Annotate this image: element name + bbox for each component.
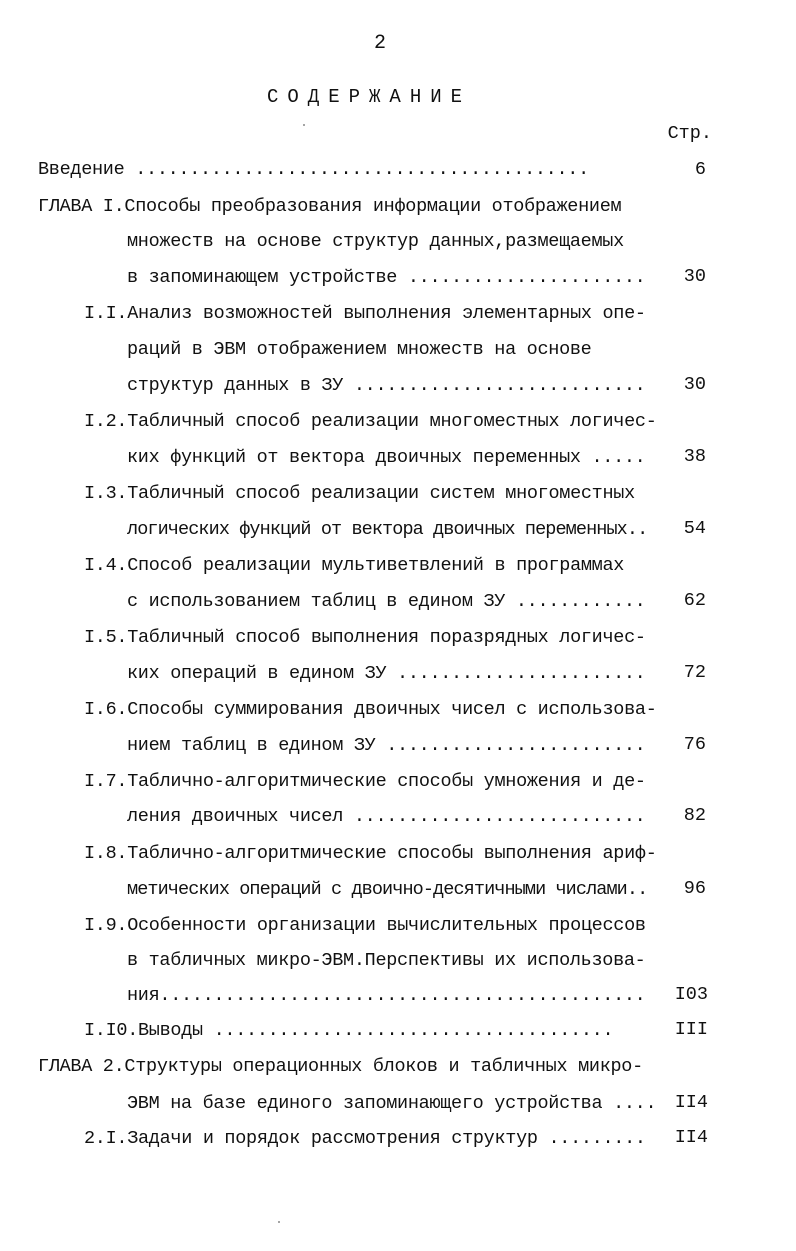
toc-section-1-6-line-2: нием таблиц в едином ЗУ ........................ [127, 735, 646, 756]
toc-page-number: II4 [674, 1092, 708, 1113]
toc-section-1-10-line-1: I.I0.Выводы ..................................... [84, 1020, 614, 1041]
scan-speck [303, 124, 305, 126]
toc-chapter-1-line-2: множеств на основе структур данных,размещаемых [127, 231, 624, 252]
toc-page-number: II4 [674, 1127, 708, 1148]
toc-entry-intro-line: Введение .......................................... [38, 159, 589, 180]
toc-section-1-5-line-2: ких операций в едином ЗУ ....................... [127, 663, 646, 684]
toc-section-1-7-line-2: ления двоичных чисел ........................... [127, 806, 646, 827]
scan-speck [278, 1221, 280, 1223]
toc-section-1-9-line-3: ния............................................. [127, 985, 646, 1006]
toc-page-number: 30 [683, 266, 706, 287]
toc-section-1-6-line-1: I.6.Способы суммирования двоичных чисел с использова- [84, 699, 657, 720]
toc-page-number: 30 [683, 374, 706, 395]
toc-section-1-3-line-1: I.3.Табличный способ реализации систем многоместных [84, 483, 635, 504]
toc-section-1-1-line-3: структур данных в ЗУ ........................... [127, 375, 646, 396]
toc-section-1-9-line-2: в табличных микро-ЭВМ.Перспективы их использова- [127, 950, 646, 971]
toc-chapter-2-line-1: ГЛАВА 2.Структуры операционных блоков и табличных микро- [38, 1056, 643, 1077]
page-column-header: Стр. [667, 123, 712, 144]
toc-page-number: 6 [694, 159, 706, 180]
toc-section-1-4-line-2: с использованием таблиц в едином ЗУ ............ [127, 591, 646, 612]
toc-page-number: 38 [683, 446, 706, 467]
toc-page-number: I03 [674, 984, 708, 1005]
toc-section-1-4-line-1: I.4.Способ реализации мультиветвлений в программах [84, 555, 625, 576]
toc-section-1-8-line-2: метических операций с двоично-десятичными числами.. [127, 879, 648, 900]
toc-section-1-1-line-2: раций в ЭВМ отображением множеств на основе [127, 339, 592, 360]
toc-section-1-9-line-1: I.9.Особенности организации вычислительных процессов [84, 915, 646, 936]
contents-title: СОДЕРЖАНИЕ [267, 86, 472, 108]
toc-page-number: 96 [683, 878, 706, 899]
toc-section-1-5-line-1: I.5.Табличный способ выполнения поразрядных логичес- [84, 627, 646, 648]
toc-page-number: 76 [683, 734, 706, 755]
toc-section-1-1-line-1: I.I.Анализ возможностей выполнения элементарных опе- [84, 303, 646, 324]
toc-chapter-1-line-3: в запоминающем устройстве ...................... [127, 267, 646, 288]
toc-section-1-7-line-1: I.7.Таблично-алгоритмические способы умножения и де- [84, 771, 646, 792]
toc-section-2-1-line-1: 2.I.Задачи и порядок рассмотрения структур ......... [84, 1128, 646, 1149]
toc-section-1-2-line-1: I.2.Табличный способ реализации многоместных логичес- [84, 411, 657, 432]
toc-page-number: 62 [683, 590, 706, 611]
toc-chapter-2-line-2: ЭВМ на базе единого запоминающего устройства .... [127, 1093, 657, 1114]
page-number: 2 [374, 32, 387, 55]
toc-page-number: 54 [683, 518, 706, 539]
toc-chapter-1-line-1: ГЛАВА I.Способы преобразования информации отображением [38, 196, 622, 217]
toc-page-number: 82 [683, 805, 706, 826]
toc-section-1-8-line-1: I.8.Таблично-алгоритмические способы выполнения ариф- [84, 843, 657, 864]
toc-section-1-3-line-2: логических функций от вектора двоичных переменных.. [127, 519, 648, 540]
toc-page-number: 72 [683, 662, 706, 683]
toc-page-number: III [674, 1019, 708, 1040]
toc-section-1-2-line-2: ких функций от вектора двоичных переменных ..... [127, 447, 646, 468]
